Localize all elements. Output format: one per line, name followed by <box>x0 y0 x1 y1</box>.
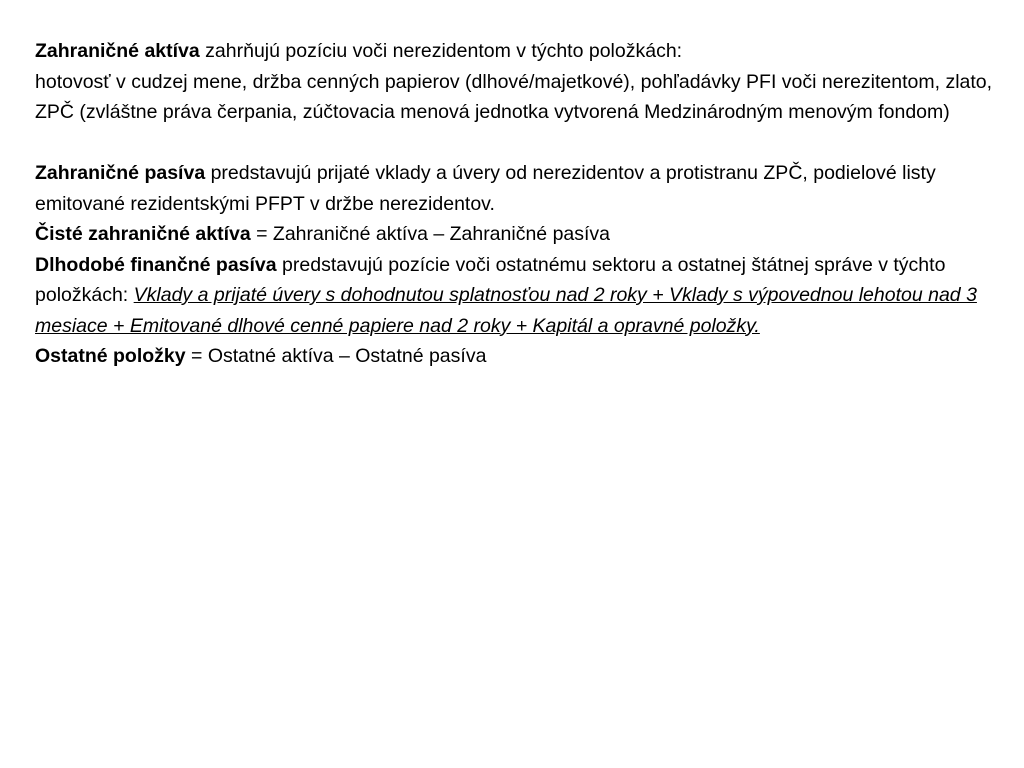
other-items-formula: = Ostatné aktíva – Ostatné pasíva <box>185 345 487 367</box>
net-foreign-assets-paragraph <box>35 219 995 250</box>
foreign-assets-paragraph <box>35 36 995 128</box>
net-foreign-assets-term: Čisté zahraničné aktíva <box>35 223 251 245</box>
foreign-assets-intro: zahrňujú pozíciu voči nerezidentom v týchto položkách: <box>199 40 683 62</box>
foreign-assets-term: Zahraničné aktíva <box>35 40 200 62</box>
foreign-assets-detail: hotovosť v cudzej mene, držba cenných papierov (dlhové/majetkové), pohľadávky PFI voči nerezitentom, zlato, ZPČ (zvláštne práva čerpania, zúčtovacia menová jednotka vytvorená Medzinárodným menovým fondom) <box>35 70 993 123</box>
foreign-liabilities-text: predstavujú prijaté vklady a úvery od nerezidentov a protistranu ZPČ, podielové listy emitované rezidentskými PFPT v držbe nerezidentov. <box>35 162 936 215</box>
slide-content <box>35 36 995 372</box>
foreign-liabilities-paragraph <box>35 158 995 219</box>
long-term-liabilities-items: Vklady a prijaté úvery s dohodnutou splatnosťou nad 2 roky + Vklady s výpovednou lehotou nad 3 mesiace + Emitované dlhové cenné papiere nad 2 roky + Kapitál a opravné položky. <box>35 284 977 337</box>
foreign-liabilities-term: Zahraničné pasíva <box>35 162 206 184</box>
other-items-term: Ostatné položky <box>35 345 186 367</box>
net-foreign-assets-formula: = Zahraničné aktíva – Zahraničné pasíva <box>250 223 611 245</box>
paragraph-spacer <box>35 128 995 159</box>
long-term-liabilities-term: Dlhodobé finančné pasíva <box>35 253 277 276</box>
long-term-liabilities-paragraph <box>35 250 995 342</box>
other-items-paragraph <box>35 341 995 372</box>
long-term-liabilities-text: predstavujú pozície voči ostatnému sektoru a ostatnej štátnej správe v týchto položkách: <box>35 253 946 306</box>
